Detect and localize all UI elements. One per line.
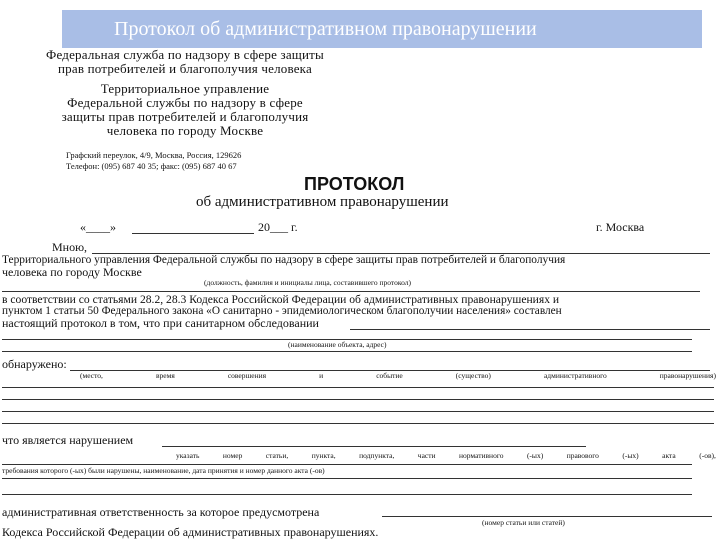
protocol-document [0,48,720,540]
protocol-title: ПРОТОКОЛ [304,174,405,194]
found-label: обнаружено: [2,357,67,371]
violation-hint-word: акта [662,451,676,460]
slide-title-banner [62,10,702,48]
requirements-line [2,478,692,479]
violation-hint-word: статьи, [265,451,289,460]
found-hint-word: совершения [227,371,267,380]
date-year: 20___ г. [258,220,298,234]
position-line [2,291,700,292]
violation-hint-word: номер [222,451,243,460]
violation-label: что является нарушением [2,433,134,447]
violation-hint-word: (-ов), [699,451,716,460]
authority-address: Графский переулок, 4/9, Москва, Россия, 129626 [66,150,242,160]
slide-title: Протокол об административном правонарушении [114,18,537,40]
violation-line [162,446,586,447]
territorial-line-1: Территориальное управление [100,81,270,96]
violation-hint-word: части [417,451,436,460]
requirements-hint: требования которого (-ых) были нарушены, наименование, дата принятия и номер данного акта (-ов) [2,466,325,475]
legal-basis-3: настоящий протокол в том, что при санитарном обследовании [2,316,319,330]
liability-line [382,516,712,517]
violation-line-2 [2,464,692,465]
found-hint-word: (место, [80,371,103,380]
date-month-line [132,233,254,234]
found-hint [80,371,716,380]
me-text-2: человека по городу Москве [2,265,142,279]
legal-basis-2: пунктом 1 статьи 50 Федерального закона «О санитарно - эпидемиологическом благополучии населения» составлен [2,305,562,317]
found-line-2 [2,387,714,388]
code-line: Кодекса Российской Федерации об административных правонарушениях. [2,525,379,539]
object-hint: (наименование объекта, адрес) [288,340,387,349]
found-line-4 [2,411,714,412]
date-day: «____» [80,220,116,234]
violation-hint-word: указать [176,451,200,460]
territorial-line-4: человека по городу Москве [106,123,264,138]
found-hint-word: и [319,371,324,380]
found-hint-word: правонарушения) [659,371,716,380]
found-line-5 [2,423,714,424]
found-hint-word: событие [376,371,403,380]
federal-service-line-1: Федеральная служба по надзору в сфере защиты [45,47,324,62]
me-label: Мною, [52,240,88,254]
violation-hint-word: (-ых) [622,451,639,460]
protocol-subtitle: об административном правонарушении [196,194,449,210]
object-line-2 [2,351,692,352]
violation-hint-word: подпункта, [359,451,395,460]
federal-service-line-2: прав потребителей и благополучия человека [58,61,312,76]
city: г. Москва [596,220,645,234]
requirements-line-2 [2,494,692,495]
position-hint: (должность, фамилия и инициалы лица, составившего протокол) [204,278,412,287]
found-hint-word: (существо) [455,371,491,380]
violation-hint-word: пункта, [311,451,336,460]
violation-hint-word: правового [566,451,599,460]
legal-basis-1: в соответствии со статьями 28.2, 28.3 Кодекса Российской Федерации об административных правонарушениях и [2,293,560,306]
authority-phone: Телефон: (095) 687 40 35; факс: (095) 687 40 67 [66,161,237,171]
found-hint-word: административного [543,371,607,380]
violation-hint-word: нормативного [459,451,504,460]
violation-hint [176,451,716,460]
violation-hint-word: (-ых) [526,451,544,460]
found-line-3 [2,399,714,400]
found-hint-word: время [155,371,175,380]
territorial-line-2: Федеральной службы по надзору в сфере [67,95,303,110]
territorial-line-3: защиты прав потребителей и благополучия [61,109,309,124]
article-hint: (номер статьи или статей) [482,518,565,527]
me-text-1: Территориального управления Федеральной службы по надзору в сфере защиты прав потребителей и благополучия [2,254,566,266]
liability-label: административная ответственность за которое предусмотрена [2,505,320,519]
inspection-line [350,329,710,330]
